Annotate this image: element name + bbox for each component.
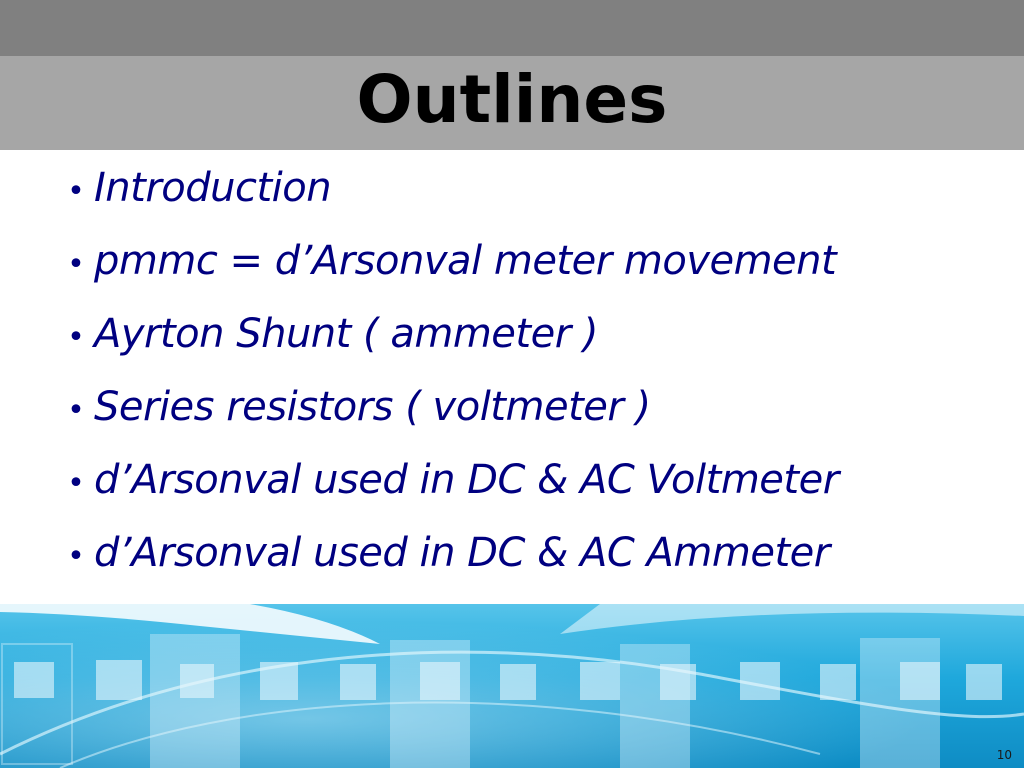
footer-square — [14, 662, 54, 698]
bullet-text: Ayrton Shunt ( ammeter ) — [94, 311, 598, 357]
bullet-icon: • — [67, 393, 85, 428]
bullet-icon: • — [67, 174, 85, 209]
bullet-text: Series resistors ( voltmeter ) — [94, 384, 651, 430]
bullet-item-pmmc — [58, 225, 998, 298]
bullet-item-dc-ac-voltmeter — [58, 444, 998, 517]
footer-decoration — [0, 604, 1024, 768]
bullet-icon: • — [67, 247, 85, 282]
footer-frame — [620, 644, 690, 768]
footer-square — [340, 664, 376, 700]
slide-title: Outlines — [356, 61, 668, 138]
bullet-text: Introduction — [94, 165, 332, 211]
header-top-band — [0, 0, 1024, 56]
bullet-icon: • — [67, 466, 85, 501]
bullet-item-introduction — [58, 152, 998, 225]
bullet-item-series-resistors — [58, 371, 998, 444]
footer-square — [966, 664, 1002, 700]
footer-square — [740, 662, 780, 700]
bullet-icon: • — [67, 539, 85, 574]
footer-square — [260, 662, 298, 700]
footer-square — [580, 662, 620, 700]
bullet-icon: • — [67, 320, 85, 355]
footer-frame — [150, 634, 240, 768]
footer-frame — [390, 640, 470, 768]
bullet-list — [58, 152, 998, 590]
bullet-text: d’Arsonval used in DC & AC Voltmeter — [94, 457, 839, 503]
bullet-text: pmmc = d’Arsonval meter movement — [94, 238, 837, 284]
footer-frame — [860, 638, 940, 768]
bullet-text: d’Arsonval used in DC & AC Ammeter — [94, 530, 830, 576]
bullet-item-dc-ac-ammeter — [58, 517, 998, 590]
footer-square — [96, 660, 142, 700]
slide-number: 10 — [996, 748, 1012, 762]
footer-square — [820, 664, 856, 700]
footer-square — [500, 664, 536, 700]
bullet-item-ayrton-shunt — [58, 298, 998, 371]
